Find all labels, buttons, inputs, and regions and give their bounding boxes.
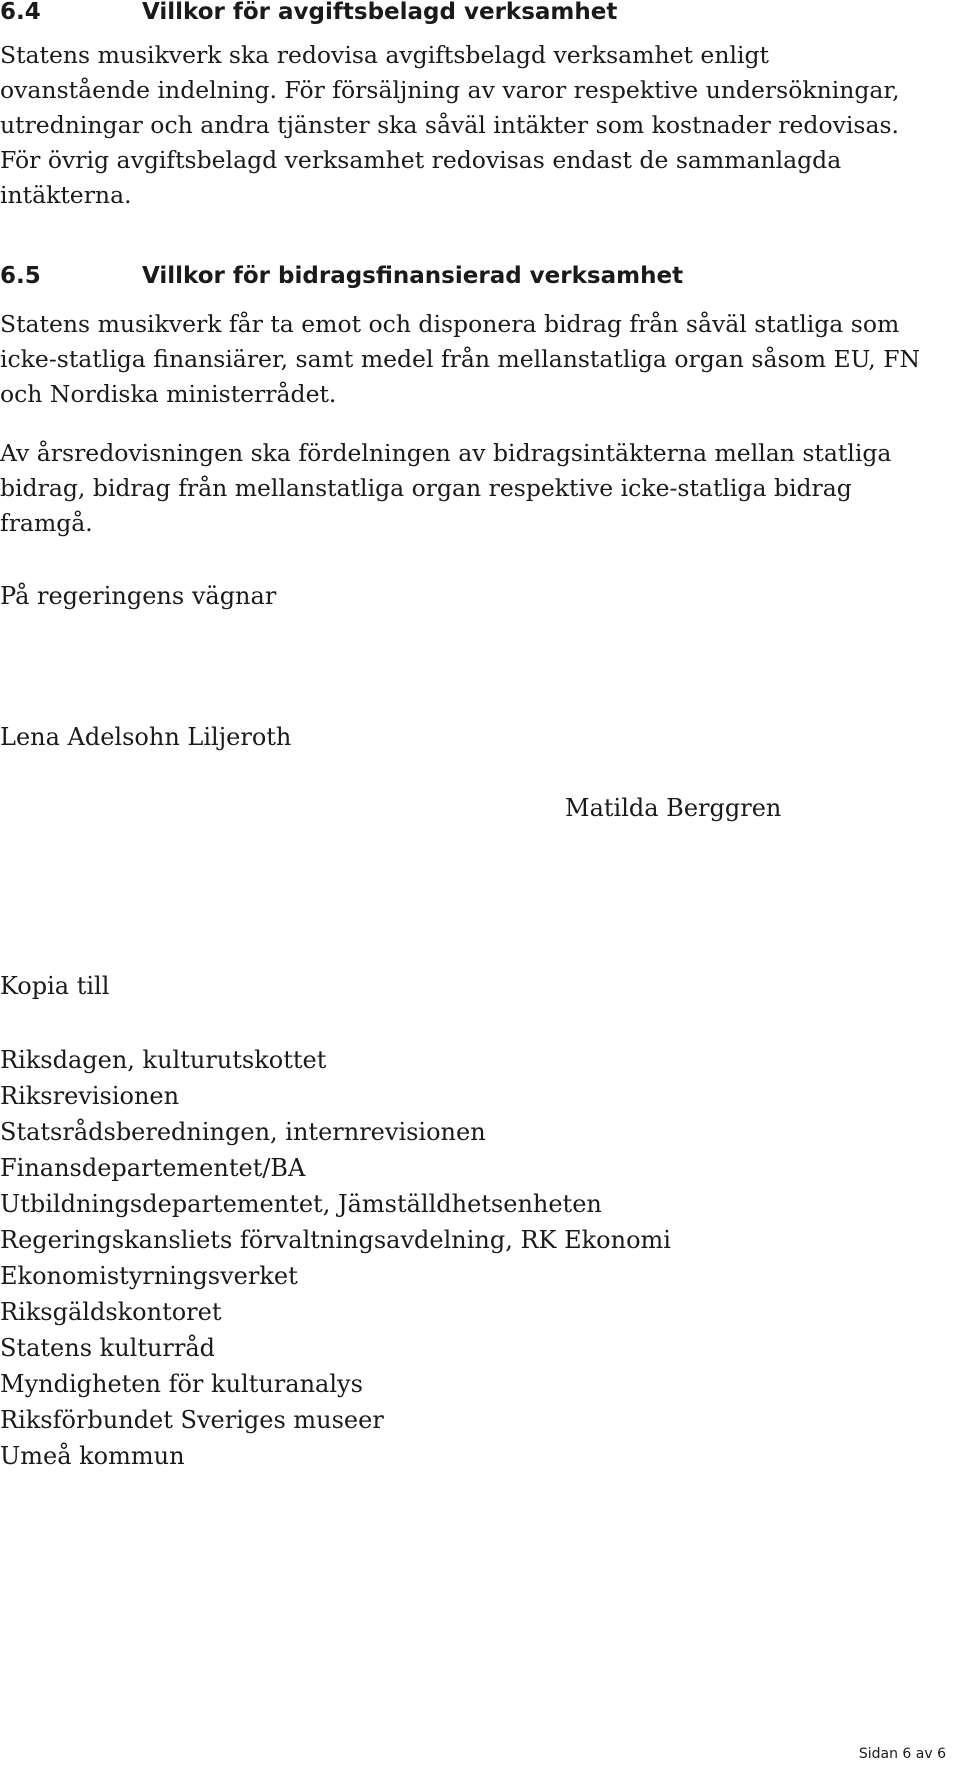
- list-item: Myndigheten för kulturanalys: [0, 1370, 363, 1398]
- list-item: Statens kulturråd: [0, 1334, 216, 1362]
- list-item: Ekonomistyrningsverket: [0, 1262, 298, 1290]
- section-title: Villkor för bidragsfinansierad verksamhet: [142, 263, 684, 289]
- section-heading-6-4: [0, 0, 617, 26]
- list-item: Utbildningsdepartementet, Jämställdhetsenheten: [0, 1190, 602, 1218]
- list-item: Riksrevisionen: [0, 1082, 180, 1110]
- list-item: Riksdagen, kulturutskottet: [0, 1046, 327, 1074]
- list-item: Riksförbundet Sveriges museer: [0, 1406, 384, 1434]
- copies-heading: Kopia till: [0, 972, 110, 1000]
- list-item: Riksgäldskontoret: [0, 1298, 222, 1326]
- copies-recipient-list: [0, 1042, 671, 1474]
- on-behalf-text: På regeringens vägnar: [0, 582, 277, 610]
- section-6-5-paragraph-1: Statens musikverk får ta emot och disponera bidrag från såväl statliga som icke-statliga finansiärer, samt medel från mellanstatliga organ såsom EU, FN och Nordiska ministerrådet.: [0, 310, 921, 408]
- list-item: Statsrådsberedningen, internrevisionen: [0, 1118, 486, 1146]
- signatory-1: Lena Adelsohn Liljeroth: [0, 723, 292, 751]
- signatory-2: Matilda Berggren: [565, 794, 782, 822]
- list-item: Umeå kommun: [0, 1442, 185, 1470]
- section-6-4-paragraph: Statens musikverk ska redovisa avgiftsbelagd verksamhet enligt ovanstående indelning. För försäljning av varor respektive undersökningar, utredningar och andra tjänster ska såväl intäkter som kostnader redovisas. För övrig avgiftsbelagd verksamhet redovisas endast de sammanlagda intäkterna.: [0, 41, 900, 209]
- section-title: Villkor för avgiftsbelagd verksamhet: [142, 0, 618, 25]
- page-number-footer: Sidan 6 av 6: [858, 1746, 946, 1762]
- list-item: Finansdepartementet/BA: [0, 1154, 306, 1182]
- section-number: 6.4: [0, 0, 41, 25]
- section-number: 6.5: [0, 263, 41, 289]
- list-item: Regeringskansliets förvaltningsavdelning, RK Ekonomi: [0, 1226, 671, 1254]
- section-6-5-paragraph-2: Av årsredovisningen ska fördelningen av bidragsintäkterna mellan statliga bidrag, bidrag från mellanstatliga organ respektive icke-statliga bidrag framgå.: [0, 439, 892, 537]
- section-heading-6-5: [0, 262, 683, 290]
